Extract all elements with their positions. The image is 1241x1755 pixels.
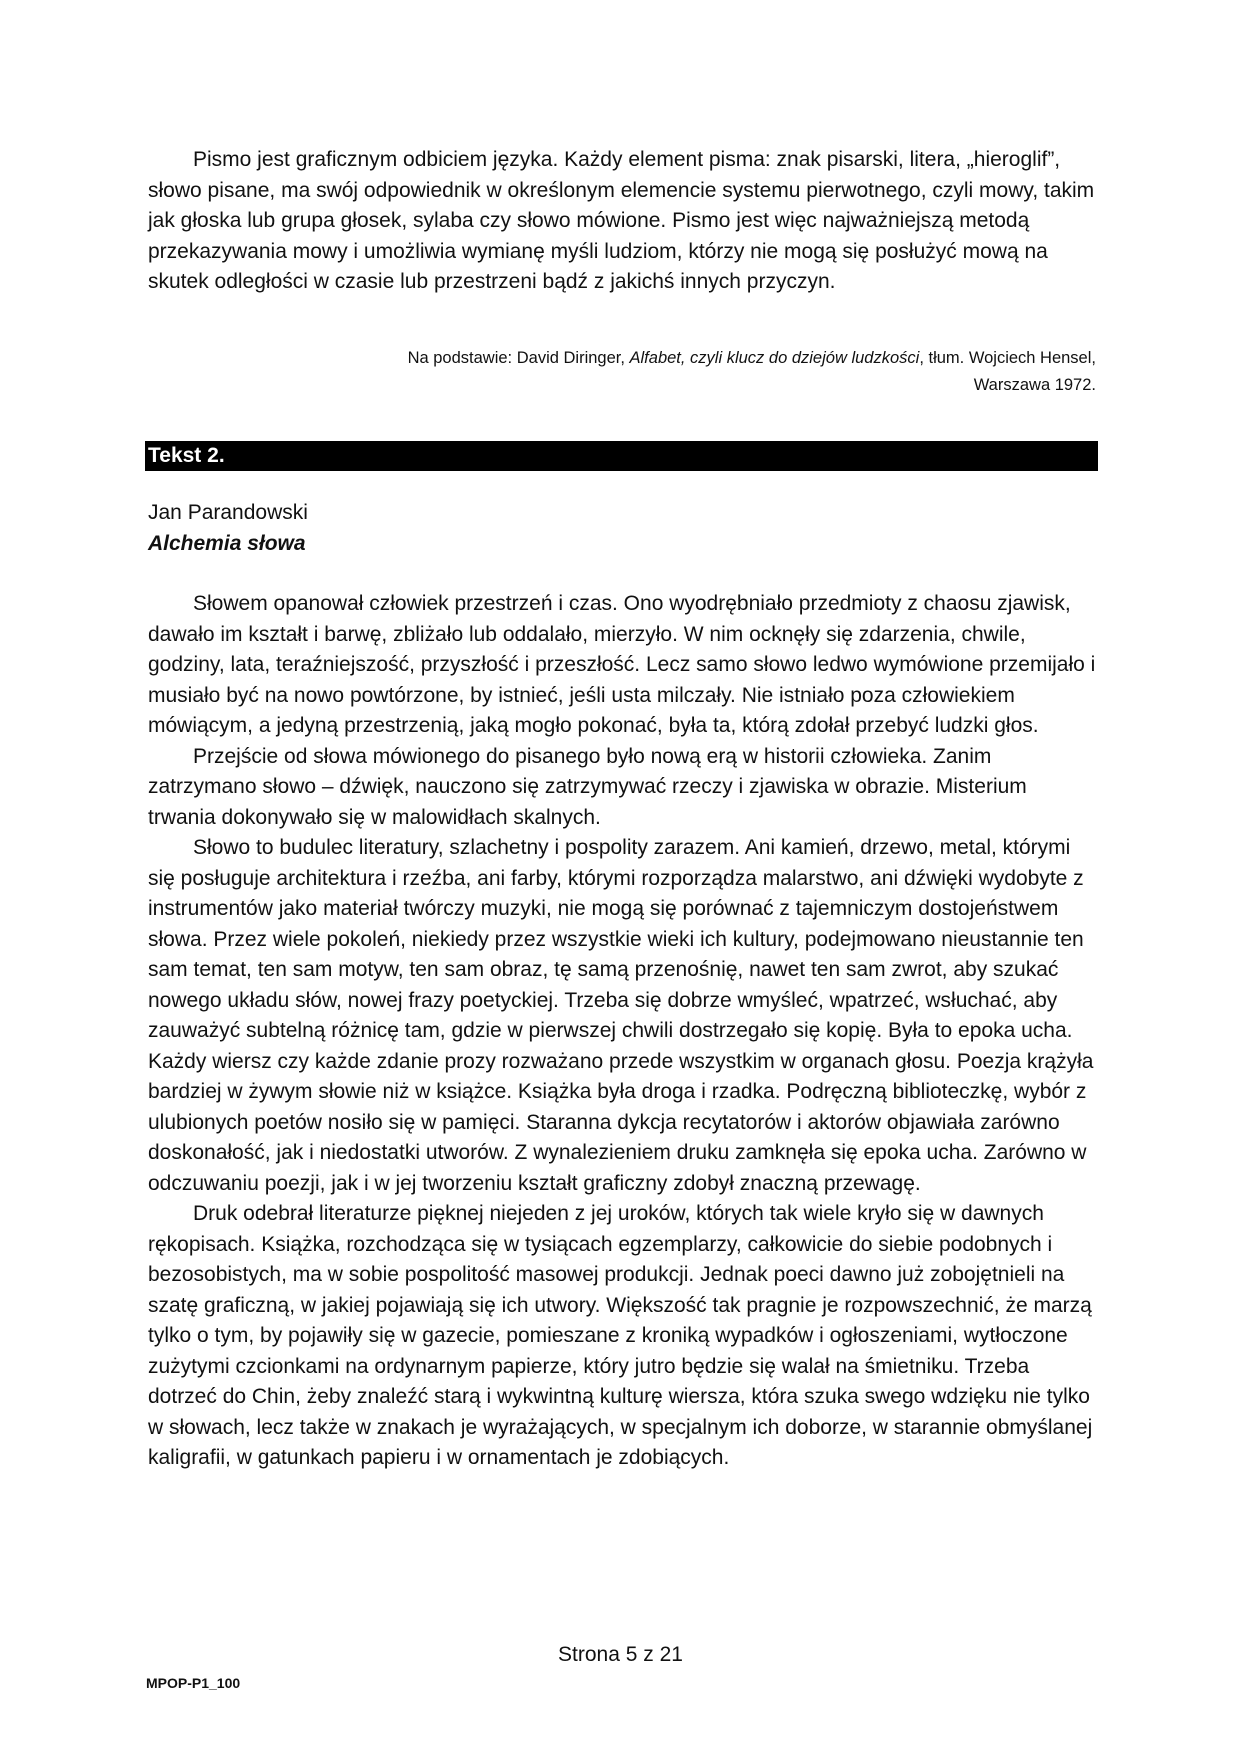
- source-citation: [148, 345, 1096, 399]
- document-code: MPOP-P1_100: [146, 1675, 241, 1691]
- source-place-year: Warszawa 1972.: [973, 376, 1096, 394]
- section-label: Tekst 2.: [148, 444, 225, 467]
- text2-title: Alchemia słowa: [148, 532, 306, 555]
- source-book-title: Alfabet, czyli klucz do dziejów ludzkości: [629, 349, 920, 367]
- source-suffix: , tłum. Wojciech Hensel,: [919, 349, 1096, 367]
- page-number: Strona 5 z 21: [558, 1643, 683, 1666]
- text2-body: [148, 589, 1096, 1474]
- text2-paragraph: Przejście od słowa mówionego do pisanego było nową erą w historii człowieka. Zanim zatrzymano słowo – dźwięk, nauczono się zatrzymywać rzeczy i zjawiska w obrazie. Misterium trwania dokonywało się w malowidłach skalnych.: [148, 744, 1027, 829]
- source-line-1: [148, 345, 1096, 372]
- text2-paragraph: Słowo to budulec literatury, szlachetny i pospolity zarazem. Ani kamień, drzewo, metal, którymi się posługuje architektura i rzeźba, ani farby, którymi rozporządza malarstwo, ani dźwięki wydobyte z instrumentów jako materiał twórczy muzyki, nie mogą się porównać z tajemniczym dostojeństwem słowa. Przez wiele pokoleń, niekiedy przez wszystkie wieki ich kultury, podejmowano nieustannie ten sam temat, ten sam motyw, ten sam obraz, tę samą przenośnię, nawet ten sam zwrot, aby szukać nowego układu słów, nowej frazy poetyckiej. Trzeba się dobrze wmyśleć, wpatrzeć, wsłuchać, aby zauważyć subtelną różnicę tam, gdzie w pierwszej chwili dostrzegało się kopię. Była to epoka ucha. Każdy wiersz czy każde zdanie prozy rozważano przede wszystkim w organach głosu. Poezja krążyła bardziej w żywym słowie niż w książce. Książka była droga i rzadka. Podręczną biblioteczkę, wybór z ulubionych poetów nosiło się w pamięci. Staranna dykcja recytatorów i aktorów objawiała zarówno doskonałość, jak i niedostatki utworów. Z wynalezieniem druku zamknęła się epoka ucha. Zarówno w odczuwaniu poezji, jak i w jej tworzeniu kształt graficzny zdobył znaczną przewagę.: [148, 836, 1094, 1195]
- source-prefix: Na podstawie: David Diringer,: [407, 349, 630, 367]
- text2-author: Jan Parandowski: [148, 501, 308, 524]
- text2-paragraph: Słowem opanował człowiek przestrzeń i czas. Ono wyodrębniało przedmioty z chaosu zjawisk, dawało im kształt i barwę, zbliżało lub oddalało, mierzyło. W nim ocknęły się zdarzenia, chwile, godziny, lata, teraźniejszość, przyszłość i przeszłość. Lecz samo słowo ledwo wymówione przemijało i musiało być na nowo powtórzone, by istnieć, jeśli usta milczały. Nie istniało poza człowiekiem mówiącym, a jedyną przestrzenią, jaką mogło pokonać, była ta, którą zdołał przebyć ludzki głos.: [148, 592, 1096, 737]
- section-header-text2: [145, 441, 1098, 471]
- text1-excerpt: [148, 145, 1096, 298]
- text1-paragraph: Pismo jest graficznym odbiciem języka. Każdy element pisma: znak pisarski, litera, „hieroglif”, słowo pisane, ma swój odpowiednik w określonym elemencie systemu pierwotnego, czyli mowy, takim jak głoska lub grupa głosek, sylaba czy słowo mówione. Pismo jest więc najważniejszą metodą przekazywania mowy i umożliwia wymianę myśli ludziom, którzy nie mogą się posłużyć mową na skutek odległości w czasie lub przestrzeni bądź z jakichś innych przyczyn.: [148, 148, 1095, 293]
- text2-paragraph: Druk odebrał literaturze pięknej niejeden z jej uroków, których tak wiele kryło się w dawnych rękopisach. Książka, rozchodząca się w tysiącach egzemplarzy, całkowicie do siebie podobnych i bezosobistych, ma w sobie pospolitość masowej produkcji. Jednak poeci dawno już zobojętnieli na szatę graficzną, w jakiej pojawiają się ich utwory. Większość tak pragnie je rozpowszechnić, że marzą tylko o tym, by pojawiły się w gazecie, pomieszane z kroniką wypadków i ogłoszeniami, wytłoczone zużytymi czcionkami na ordynarnym papierze, który jutro będzie się walał na śmietniku. Trzeba dotrzeć do Chin, żeby znaleźć starą i wykwintną kulturę wiersza, która szuka swego wdzięku nie tylko w słowach, lecz także w znakach je wyrażających, w specjalnym ich doborze, w starannie obmyślanej kaligrafii, w gatunkach papieru i w ornamentach je zdobiących.: [148, 1202, 1093, 1469]
